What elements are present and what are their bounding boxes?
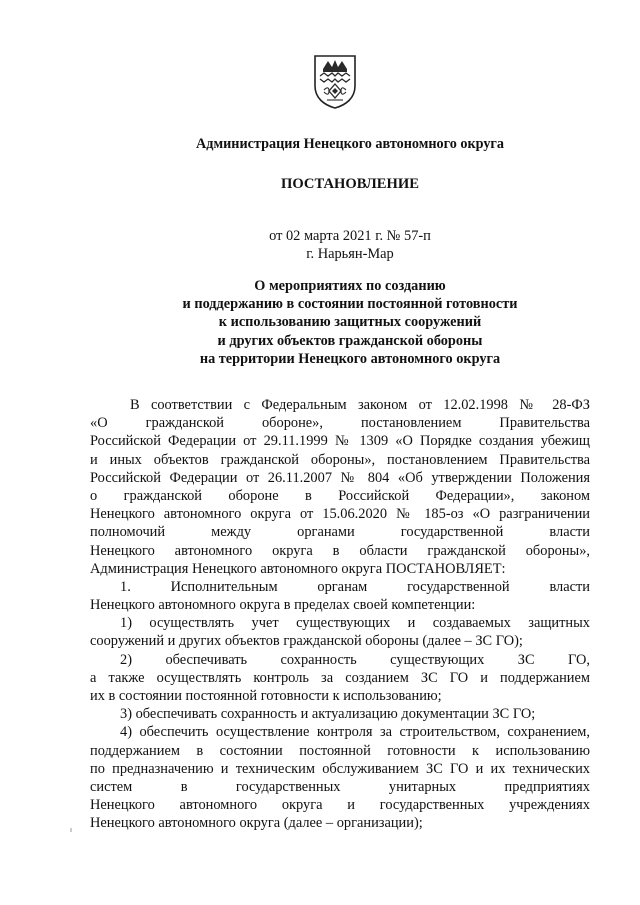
document-date-number: от 02 марта 2021 г. № 57-п <box>269 228 431 244</box>
body-line: систем в государственных унитарных предприятиях <box>90 778 590 795</box>
body-line: Российской Федерации от 29.11.1999 № 1309 «О Порядке создания убежищ <box>90 433 590 450</box>
body-line: а также осуществлять контроль за созданием ЗС ГО и поддержанием <box>90 669 590 686</box>
document-body <box>90 396 590 833</box>
body-line: Ненецкого автономного округа и государственных учреждениях <box>90 797 590 814</box>
title-line: на территории Ненецкого автономного округа <box>199 350 501 367</box>
body-line: Ненецкого автономного округа в области гражданской обороны», <box>90 542 590 559</box>
body-line: 3) обеспечивать сохранность и актуализацию документации ЗС ГО; <box>120 706 536 723</box>
scan-mark <box>70 828 72 832</box>
body-line: Администрация Ненецкого автономного округа ПОСТАНОВЛЯЕТ: <box>90 560 506 577</box>
body-line: В соответствии с Федеральным законом от 12.02.1998 № 28-ФЗ <box>130 397 590 413</box>
body-line: Ненецкого автономного округа от 15.06.2020 № 185-оз «О разграничении <box>90 506 590 523</box>
title-line: и поддержанию в состоянии постоянной готовности <box>182 296 518 313</box>
body-line: о гражданской обороне в Российской Федерации», законом <box>90 487 590 504</box>
nao-coat-of-arms-icon <box>312 54 358 110</box>
organization-name: Администрация Ненецкого автономного округа <box>196 136 504 152</box>
body-line: и иных объектов гражданской обороны», постановлением Правительства <box>90 451 590 468</box>
body-line: полномочий между органами государственной власти <box>90 524 590 541</box>
body-line: сооружений и других объектов гражданской обороны (далее – ЗС ГО); <box>90 633 523 650</box>
document-type: ПОСТАНОВЛЕНИЕ <box>281 176 419 192</box>
body-line: их в состоянии постоянной готовности к использованию; <box>90 688 442 704</box>
title-line: и других объектов гражданской обороны <box>217 332 483 349</box>
body-line: 1) осуществлять учет существующих и создаваемых защитных <box>120 615 590 632</box>
body-line: Российской Федерации от 26.11.2007 № 804 «Об утверждении Положения <box>90 469 590 486</box>
body-line: 2) обеспечивать сохранность существующих ЗС ГО, <box>120 651 590 668</box>
title-line: О мероприятиях по созданию <box>254 278 446 294</box>
body-line: Ненецкого автономного округа (далее – организации); <box>90 815 423 832</box>
body-line: по предназначению и техническим обслуживанием ЗС ГО и их технических <box>90 760 590 777</box>
body-line: 1. Исполнительным органам государственной власти <box>120 578 590 595</box>
body-line: поддержанием в состоянии постоянной готовности к использованию <box>90 742 590 759</box>
document-title <box>60 277 640 368</box>
body-line: 4) обеспечить осуществление контроля за строительством, сохранением, <box>120 724 590 741</box>
title-line: к использованию защитных сооружений <box>218 314 482 331</box>
document-place: г. Нарьян-Мар <box>306 246 394 262</box>
body-line: «О гражданской обороне», постановлением Правительства <box>90 415 590 432</box>
body-line: Ненецкого автономного округа в пределах своей компетенции: <box>90 597 476 614</box>
